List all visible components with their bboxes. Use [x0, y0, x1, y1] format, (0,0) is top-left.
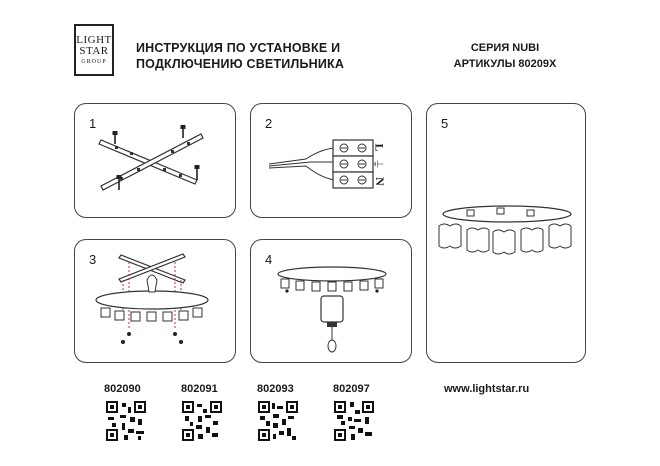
qr-code-icon[interactable]: [334, 401, 374, 441]
step-2-panel: [250, 103, 412, 218]
article-802091: 802091: [181, 383, 218, 395]
title-line-1: ИНСТРУКЦИЯ ПО УСТАНОВКЕ И: [136, 41, 341, 55]
terminal-block-wiring-diagram: [251, 104, 413, 219]
article-802097: 802097: [333, 383, 370, 395]
step-5-panel: [426, 103, 586, 363]
qr-code-icon[interactable]: [258, 401, 298, 441]
step-4-number: 4: [265, 252, 273, 267]
step-1-number: 1: [89, 116, 97, 131]
mounting-bar-cross-diagram: [75, 104, 237, 219]
logo-line-3: GROUP: [81, 59, 107, 65]
title-line-2: ПОДКЛЮЧЕНИЮ СВЕТИЛЬНИКА: [136, 57, 345, 71]
website-link[interactable]: www.lightstar.ru: [444, 383, 530, 395]
article-802093: 802093: [257, 383, 294, 395]
qr-code-icon[interactable]: [182, 401, 222, 441]
article-802090: 802090: [104, 383, 141, 395]
series-block: [440, 40, 570, 72]
ground-symbol-icon: ⏚: [371, 158, 384, 170]
brand-logo: [74, 24, 114, 76]
logo-line-2: STAR: [79, 45, 109, 57]
document-title: [136, 40, 344, 72]
step-3-panel: [74, 239, 236, 363]
series-label: СЕРИЯ NUBI: [470, 42, 540, 54]
finished-chandelier-diagram: [427, 104, 587, 364]
step-5-number: 5: [441, 116, 449, 131]
logo-line-1: LIGHT: [76, 34, 112, 46]
lamp-shade-install-diagram: [251, 240, 413, 364]
step-2-number: 2: [265, 116, 273, 131]
terminal-label-l: L: [372, 143, 387, 152]
ceiling-mount-assembly-diagram: [75, 240, 237, 364]
step-3-number: 3: [89, 252, 97, 267]
qr-code-icon[interactable]: [106, 401, 146, 441]
step-1-panel: [74, 103, 236, 218]
step-4-panel: [250, 239, 412, 363]
terminal-label-n: N: [372, 177, 387, 186]
articles-label: АРТИКУЛЫ 80209X: [453, 58, 557, 70]
